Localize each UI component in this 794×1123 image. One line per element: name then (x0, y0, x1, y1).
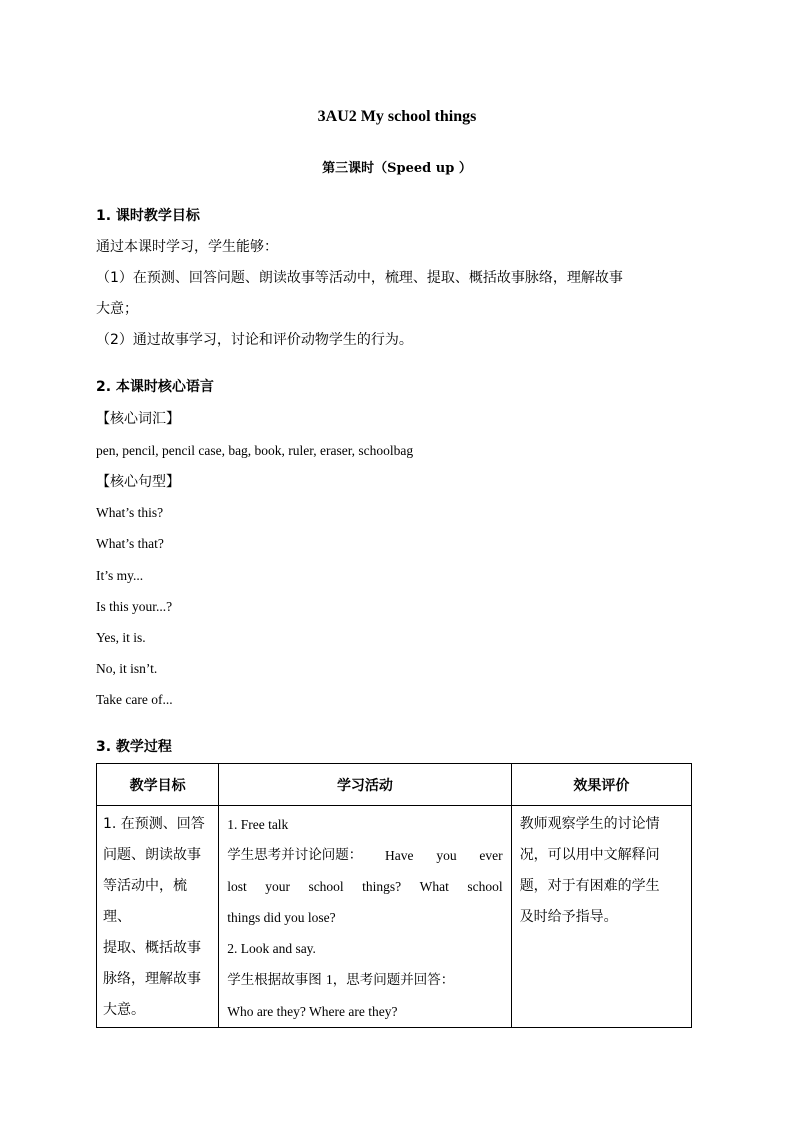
activity-word: ever (479, 848, 503, 863)
sentence-item: It’s my... (96, 568, 144, 583)
activity-word: your (265, 879, 290, 894)
goal-line: 脉络，理解故事 (103, 971, 201, 987)
lesson-subtitle: 第三课时（Speed up ） (322, 161, 472, 176)
activity-word: things? (362, 879, 402, 894)
activity-word: school (467, 879, 503, 894)
eval-line: 教师观察学生的讨论情 (519, 816, 660, 832)
sentence-item: Yes, it is. (96, 630, 146, 645)
activity-word: What (419, 879, 449, 894)
section2-heading: 2. 本课时核心语言 (96, 379, 214, 395)
activity-question-end: things did you lose? (227, 910, 336, 925)
header-learning-activity: 学习活动 (219, 764, 511, 806)
goal-line: 等活动中，梳理、 (103, 878, 187, 925)
vocab-list: pen, pencil, pencil case, bag, book, ruler, eraser, schoolbag (96, 443, 414, 458)
eval-line: 况，可以用中文解释问 (519, 847, 660, 863)
goal-line: 1. 在预测、回答 (103, 816, 205, 832)
vocab-label: 【核心词汇】 (96, 411, 180, 427)
activity-word: lost (227, 879, 247, 894)
activity-who-where: Who are they? Where are they? (227, 1004, 398, 1019)
activity-question-line (227, 871, 502, 902)
goal-line: 大意。 (103, 1002, 145, 1018)
table-row (97, 806, 692, 1028)
section3-heading: 3. 教学过程 (96, 739, 172, 755)
evaluation-cell (511, 806, 691, 1028)
sentence-item: What’s that? (96, 536, 164, 551)
activity-word: Have (385, 848, 414, 863)
activity-cell (219, 806, 511, 1028)
sentence-label: 【核心句型】 (96, 474, 180, 490)
activity-word: you (436, 848, 457, 863)
activity-story-zh-b: ，思考问题并回答： (332, 972, 455, 988)
activity-word: school (308, 879, 344, 894)
sentence-item: What’s this? (96, 505, 164, 520)
goal-line: 问题、朗读故事 (103, 847, 201, 863)
activity-free-talk: 1. Free talk (227, 817, 289, 832)
sentence-item: Take care of... (96, 692, 173, 707)
sentence-item: No, it isn’t. (96, 661, 158, 676)
activity-story-zh-a: 学生根据故事图 (227, 972, 326, 988)
activity-story-num: 1 (326, 972, 333, 987)
activity-look-and-say: 2. Look and say. (227, 941, 316, 956)
goal-cell (97, 806, 219, 1028)
goal1-line1: （1）在预测、回答问题、朗读故事等活动中，梳理、提取、概括故事脉络，理解故事 (96, 270, 623, 286)
teaching-process-table (96, 763, 692, 1028)
activity-question-line (227, 840, 502, 871)
activity-story-instruction (227, 964, 502, 996)
goal-line: 提取、概括故事 (103, 940, 201, 956)
header-effect-evaluation: 效果评价 (511, 764, 691, 806)
document-title: 3AU2 My school things (317, 108, 477, 125)
sentence-item: Is this your...? (96, 599, 173, 614)
eval-line: 及时给予指导。 (519, 909, 618, 925)
goal1-line2: 大意； (96, 301, 138, 317)
section1-intro: 通过本课时学习，学生能够： (96, 239, 278, 255)
goal2: （2）通过故事学习，讨论和评价动物学生的行为。 (96, 332, 413, 348)
header-teaching-goal: 教学目标 (97, 764, 219, 806)
activity-question-zh: 学生思考并讨论问题： (227, 847, 363, 863)
section1-heading: 1. 课时教学目标 (96, 208, 200, 224)
eval-line: 题，对于有困难的学生 (519, 878, 660, 894)
table-header-row (97, 764, 692, 806)
